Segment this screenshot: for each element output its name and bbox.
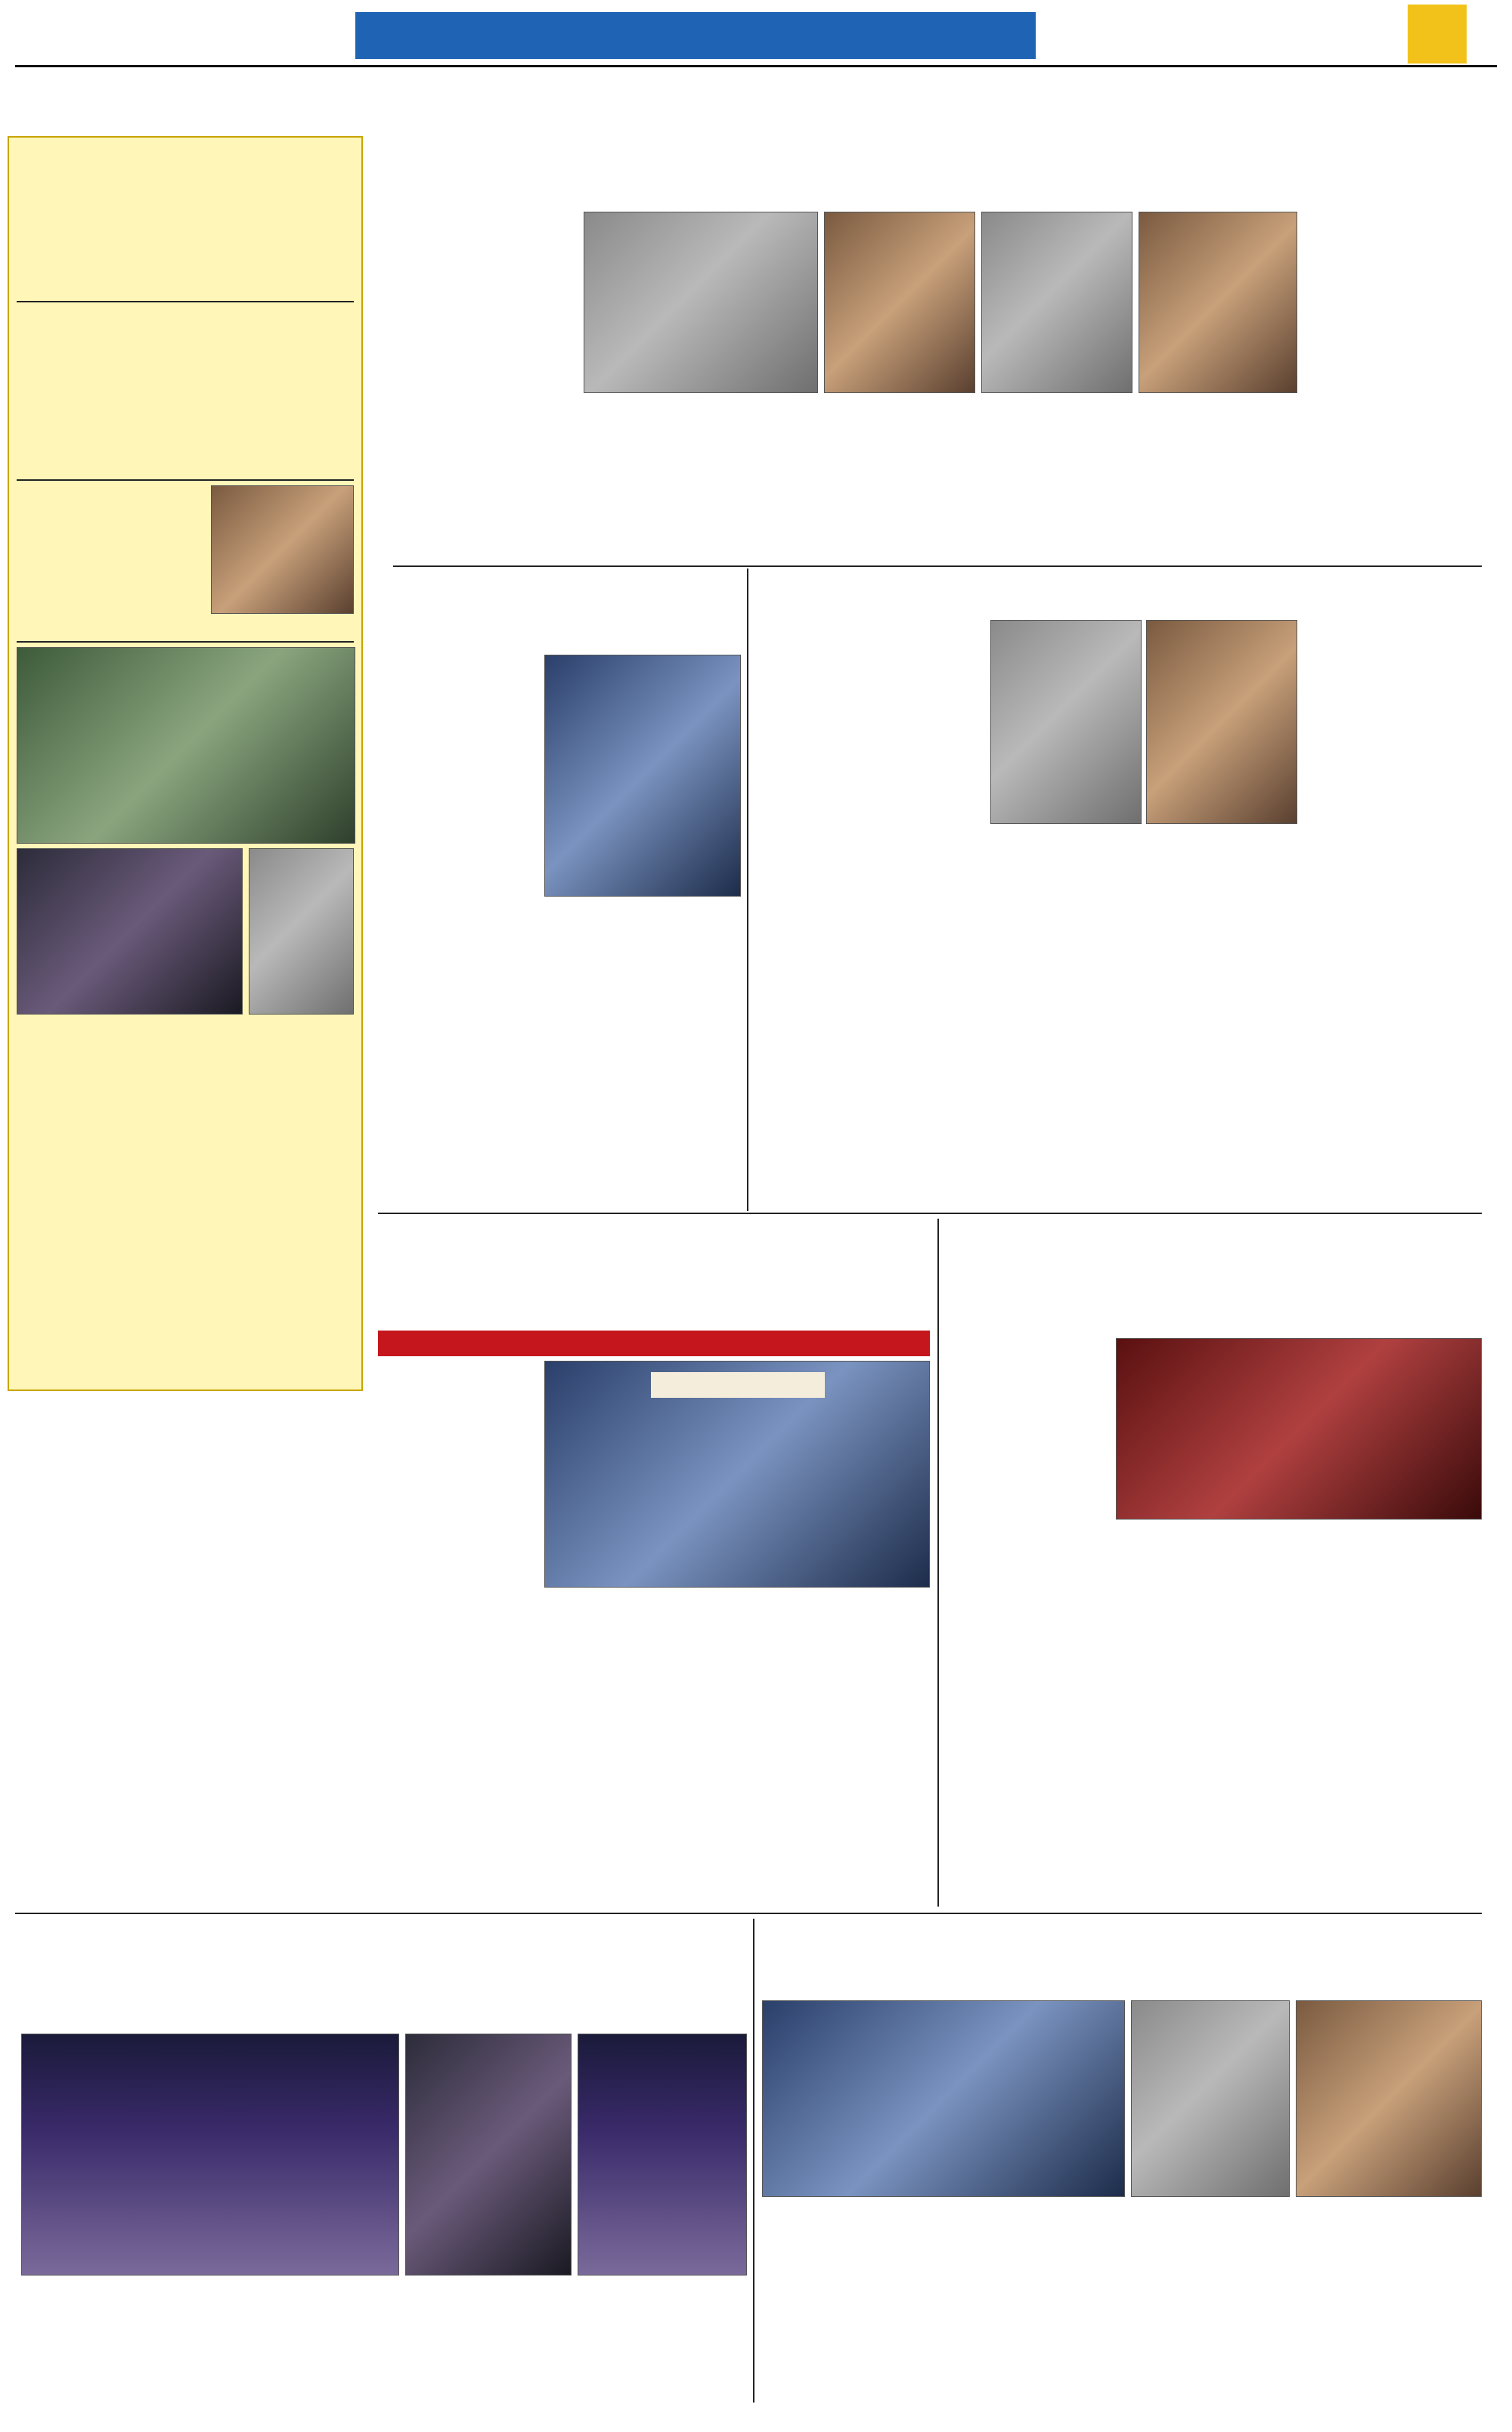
accident-crowd-photo <box>17 647 355 844</box>
header-rule <box>15 65 1497 67</box>
carol-stage-photo-3 <box>578 2034 747 2276</box>
inset-caption <box>1146 827 1297 860</box>
page-number <box>1408 5 1467 64</box>
fog-body-col2 <box>1116 1526 1482 1905</box>
press-conference-photo <box>544 1361 930 1588</box>
carol-stage-photo-1 <box>21 2034 399 2276</box>
binod-meeting-photo <box>544 655 741 897</box>
sidebar-item-body <box>17 147 354 296</box>
binod-headline <box>386 568 741 649</box>
bonfire-photo <box>211 485 354 614</box>
carol-stage-photo-2 <box>405 2034 572 2276</box>
bank-ceremony-photo-2 <box>1131 2000 1290 2197</box>
sidebar-divider <box>17 479 354 481</box>
encroach-body-col3 <box>1305 620 1482 907</box>
column-rule <box>747 568 748 1211</box>
fog-body-col1 <box>950 1338 1108 1905</box>
drainage-body-col3 <box>1306 212 1482 559</box>
drainage-headline <box>393 133 1482 209</box>
bank-body <box>762 2203 1482 2401</box>
drainage-body-col2 <box>584 399 1297 562</box>
drain-construction-photo-4 <box>1139 212 1297 393</box>
drain-construction-photo-2 <box>824 212 975 393</box>
school-body-col1 <box>21 2280 399 2401</box>
paper-name <box>21 14 339 59</box>
encroach-photo-caption <box>990 863 1297 906</box>
column-rule <box>937 1219 939 1907</box>
bank-ceremony-photo-1 <box>762 2000 1125 2197</box>
story-divider <box>393 565 1482 567</box>
bank-ceremony-photo-3 <box>1296 2000 1482 2197</box>
bulldozer-photo-1 <box>990 620 1142 824</box>
bus-accident-photo <box>1116 1338 1482 1520</box>
sidebar-item-body <box>17 307 354 475</box>
inset-caption <box>990 827 1142 860</box>
school-headline <box>21 1919 747 2025</box>
issue-date <box>1043 20 1399 53</box>
drain-construction-photo-3 <box>981 212 1132 393</box>
nawada-body-col2 <box>544 1594 930 1905</box>
injured-person-photo <box>249 848 354 1015</box>
binod-body-col1 <box>386 655 537 1199</box>
encroach-headline <box>756 568 1482 614</box>
sidebar-item-body <box>17 485 205 637</box>
story-divider <box>378 1213 1482 1214</box>
brief-news-sidebar <box>8 136 363 1391</box>
press-banner-text <box>651 1372 825 1398</box>
nawada-subhead <box>378 1331 930 1356</box>
school-body-col2 <box>405 2280 747 2401</box>
fog-headline <box>950 1219 1482 1332</box>
sidebar-divider <box>17 301 354 302</box>
column-rule <box>753 1919 754 2403</box>
bulldozer-photo-2 <box>1146 620 1297 824</box>
damaged-bike-photo <box>17 848 243 1015</box>
encroach-body-col1 <box>756 620 983 1202</box>
encroach-body-col2 <box>990 912 1482 1202</box>
sidebar-item-body <box>17 1019 354 1246</box>
nawada-body-col1 <box>378 1361 537 1905</box>
nawada-headline <box>386 1219 915 1324</box>
binod-body-col2 <box>544 904 741 1199</box>
bank-headline <box>762 1919 1482 1994</box>
sidebar-divider <box>17 641 354 643</box>
drainage-body-col1 <box>393 212 575 559</box>
section-band <box>355 12 1036 59</box>
story-divider <box>15 1913 1482 1914</box>
drain-construction-photo-1 <box>584 212 818 393</box>
